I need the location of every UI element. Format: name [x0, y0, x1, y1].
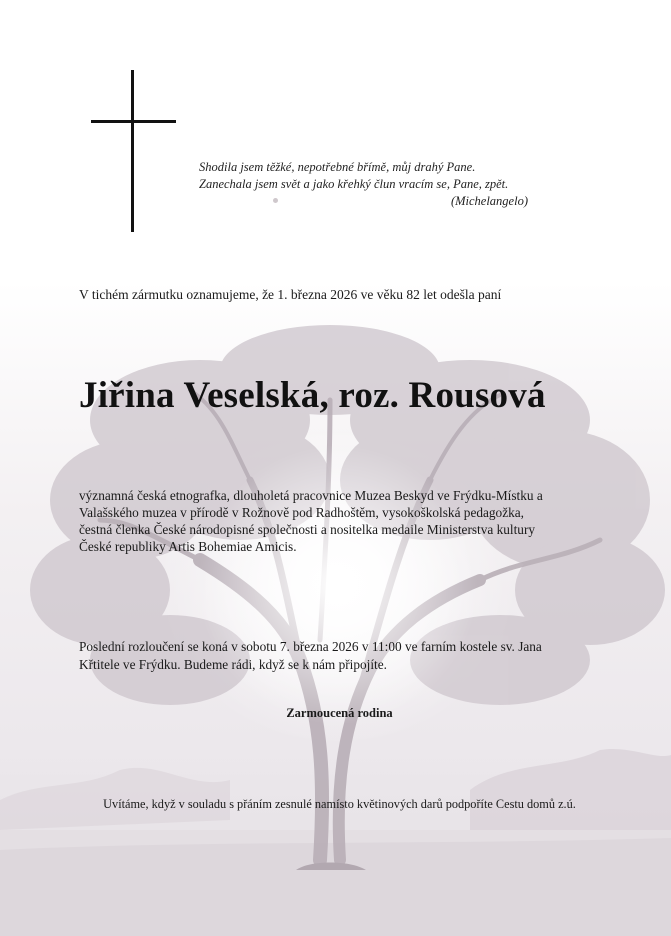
funeral-details	[79, 638, 624, 674]
michelangelo-quote	[199, 159, 539, 210]
biography-line: čestná členka České národopisné společnosti a nositelka medaile Ministerstva kultury	[79, 522, 536, 537]
quote-line-2: Zanechala jsem svět a jako křehký člun vracím se, Pane, zpět.	[199, 177, 509, 191]
funeral-line: Poslední rozloučení se koná v sobotu 7. března 2026 v 11:00 ve farním kostele sv. Jana	[79, 639, 542, 654]
quote-line-1: Shodila jsem těžké, nepotřebné břímě, můj drahý Pane.	[199, 160, 476, 174]
latin-cross-icon-bar	[91, 120, 176, 123]
donation-note: Uvítáme, když v souladu s přáním zesnulé namísto květinových darů podpoříte Cestu domů z.ú.	[103, 797, 576, 811]
biography	[79, 487, 624, 555]
quote-author: (Michelangelo)	[450, 194, 528, 208]
biography-line: České republiky Artis Bohemiae Amicis.	[79, 539, 297, 554]
biography-line: Valašského muzea v přírodě v Rožnově pod Radhoštěm, vysokoškolská pedagožka,	[79, 505, 524, 520]
family-signature: Zarmoucená rodina	[286, 706, 393, 720]
funeral-line: Křtitele ve Frýdku. Budeme rádi, když se k nám připojíte.	[79, 657, 387, 672]
decorative-dot	[273, 198, 278, 203]
deceased-name: Jiřina Veselská, roz. Rousová	[79, 375, 546, 416]
announcement-intro: V tichém zármutku oznamujeme, že 1. března 2026 ve věku 82 let odešla paní	[79, 287, 502, 302]
biography-line: významná česká etnografka, dlouholetá pracovnice Muzea Beskyd ve Frýdku-Místku a	[79, 488, 543, 503]
latin-cross-icon	[131, 70, 134, 232]
